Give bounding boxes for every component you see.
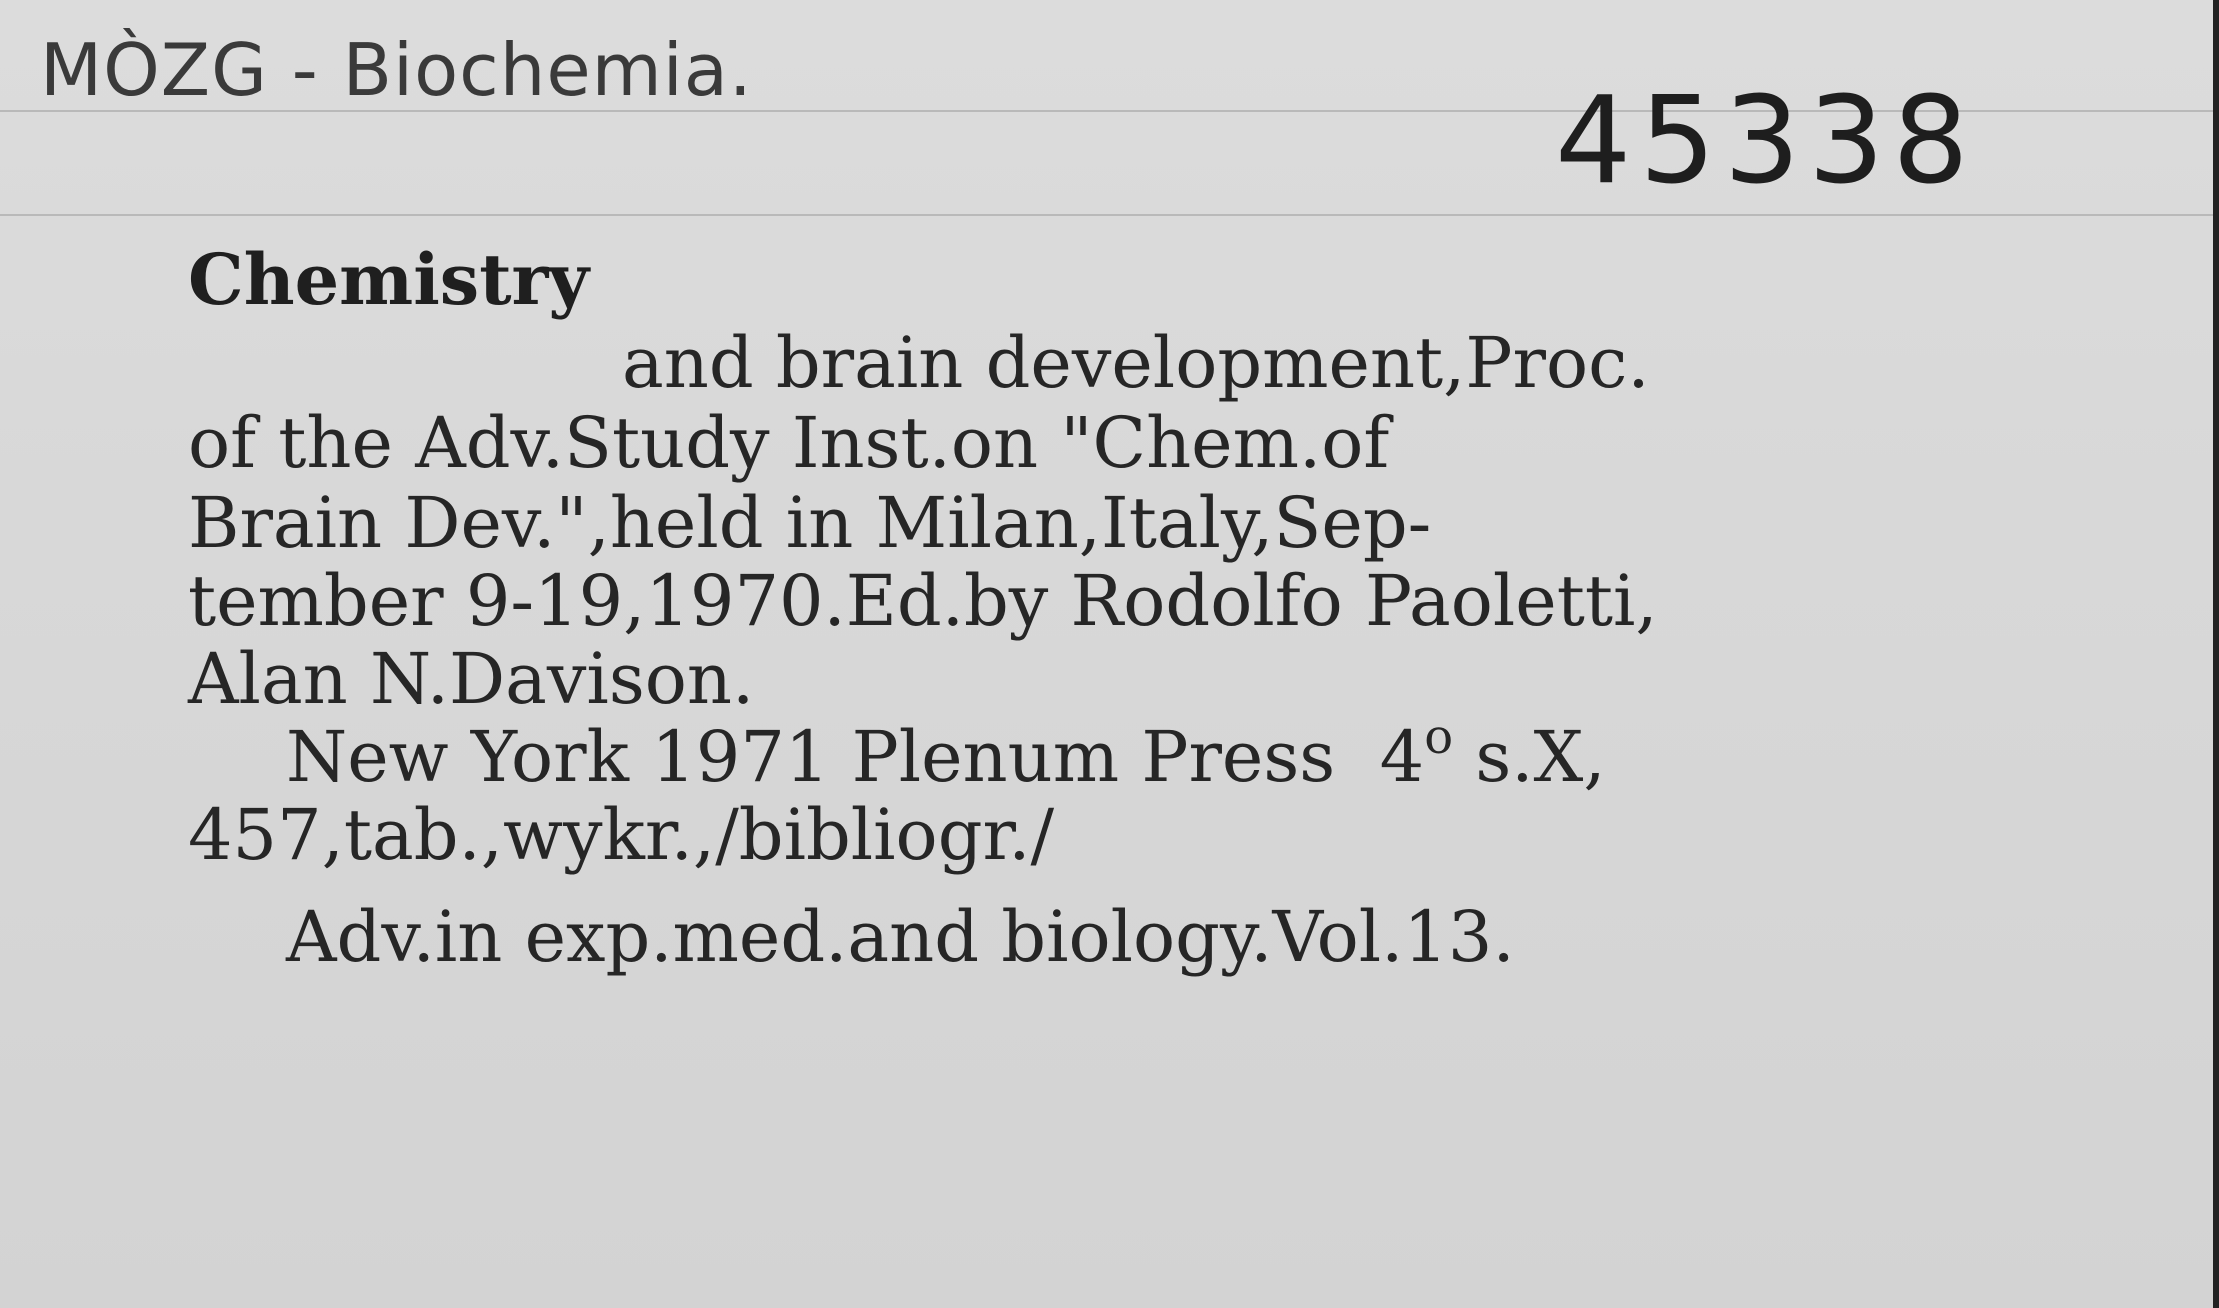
call-number: 45338 [1555,72,1977,211]
subject-heading: MÒZG - Biochemia. [40,28,753,112]
series-line: Adv.in exp.med.and biology.Vol.13. [286,896,1515,978]
entry-line-5: tember 9-19,1970.Ed.by Rodolfo Paoletti, [188,560,1658,642]
card-header-rule [0,214,2219,216]
entry-line-6: Alan N.Davison. [188,638,755,720]
title-main: Chemistry [188,238,590,321]
entry-line-2: and brain development,Proc. [622,322,1650,404]
imprint-line: New York 1971 Plenum Press 4$^o$ s.X, [286,709,1606,798]
format-superscript: o [1424,709,1454,765]
entry-line-4: Brain Dev.",held in Milan,Italy,Sep- [188,482,1432,564]
collation-line: 457,tab.,wykr.,/bibliogr./ [188,794,1055,876]
entry-line-3: of the Adv.Study Inst.on "Chem.of [188,402,1390,484]
